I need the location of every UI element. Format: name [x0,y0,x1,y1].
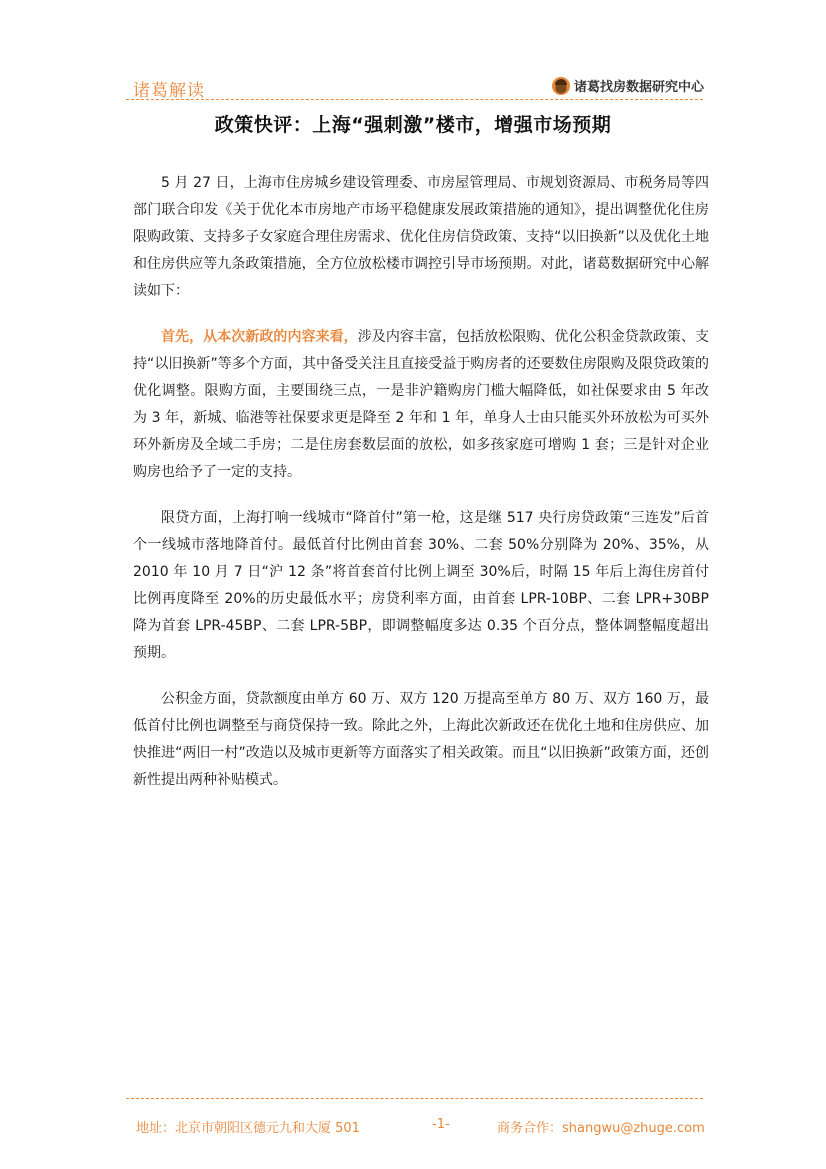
paragraph-intro: 5 月 27 日，上海市住房城乡建设管理委、市房屋管理局、市规划资源局、市税务局等四部门联合印发《关于优化本市房地产市场平稳健康发展政策措施的通知》，提出调整优化住房限购政策、支持多子女家庭合理住房需求、优化住房信贷政策、支持“以旧换新”以及优化土地和住房供应等九条政策措施，全方位放松楼市调控引导市场预期。对此，诸葛数据研究中心解读如下： [133,175,709,299]
footer-contact: 商务合作：shangwu@zhuge.com [497,1121,705,1136]
highlight-lead: 首先，从本次新政的内容来看， [161,329,358,345]
paragraph-credit-limits: 限贷方面，上海打响一线城市“降首付”第一枪，这是继 517 央行房贷政策“三连发”后首个一线城市落地降首付。最低首付比例由首套 30%、二套 50%分别降为 20%、35%，从 2010 年 10 月 7 日“沪 12 条”将首套首付比例上调至 30%后，时隔 15 年后上海住房首付比例再度降至 20%的历史最低水平；房贷利率方面，由首套 LPR-10BP、二套 LPR+30BP 降为首套 LPR-45BP、二套 LPR-5BP，即调整幅度多达 0.35 个百分点，整体调整幅度超出预期。 [133,510,709,661]
article-body [133,170,709,813]
brand-name: 诸葛找房数据研究中心 [573,80,704,95]
header-section-label: 诸葛解读 [133,81,205,101]
paragraph-provident-fund: 公积金方面，贷款额度由单方 60 万、双方 120 万提高至单方 80 万、双方 160 万，最低首付比例也调整至与商贷保持一致。除此之外，上海此次新政还在优化土地和住房供应、加快推进“两旧一村”改造以及城市更新等方面落实了相关政策。而且“以旧换新”政策方面，还创新性提出两种补贴模式。 [133,691,709,788]
page-title: 政策快评：上海“强刺激”楼市，增强市场预期 [214,114,612,136]
page-number: -1- [432,1117,450,1132]
header-brand [552,76,704,95]
paragraph-first-point [133,324,709,486]
paragraph-first-point-text: 涉及内容丰富，包括放松限购、优化公积金贷款政策、支持“以旧换新”等多个方面，其中备受关注且直接受益于购房者的还要数住房限购及限贷政策的优化调整。限购方面，主要围绕三点，一是非沪籍购房门槛大幅降低，如社保要求由 5 年改为 3 年，新城、临港等社保要求更是降至 2 年和 1 年，单身人士由只能买外环放松为可买外环外新房及全域二手房；二是住房套数层面的放松，如多孩家庭可增购 1 套；三是针对企业购房也给予了一定的支持。 [133,329,710,480]
house-logo-icon [552,77,570,95]
header-divider [126,99,703,100]
footer-divider [126,1098,703,1099]
footer-address: 地址：北京市朝阳区德元九和大厦 501 [136,1121,360,1136]
